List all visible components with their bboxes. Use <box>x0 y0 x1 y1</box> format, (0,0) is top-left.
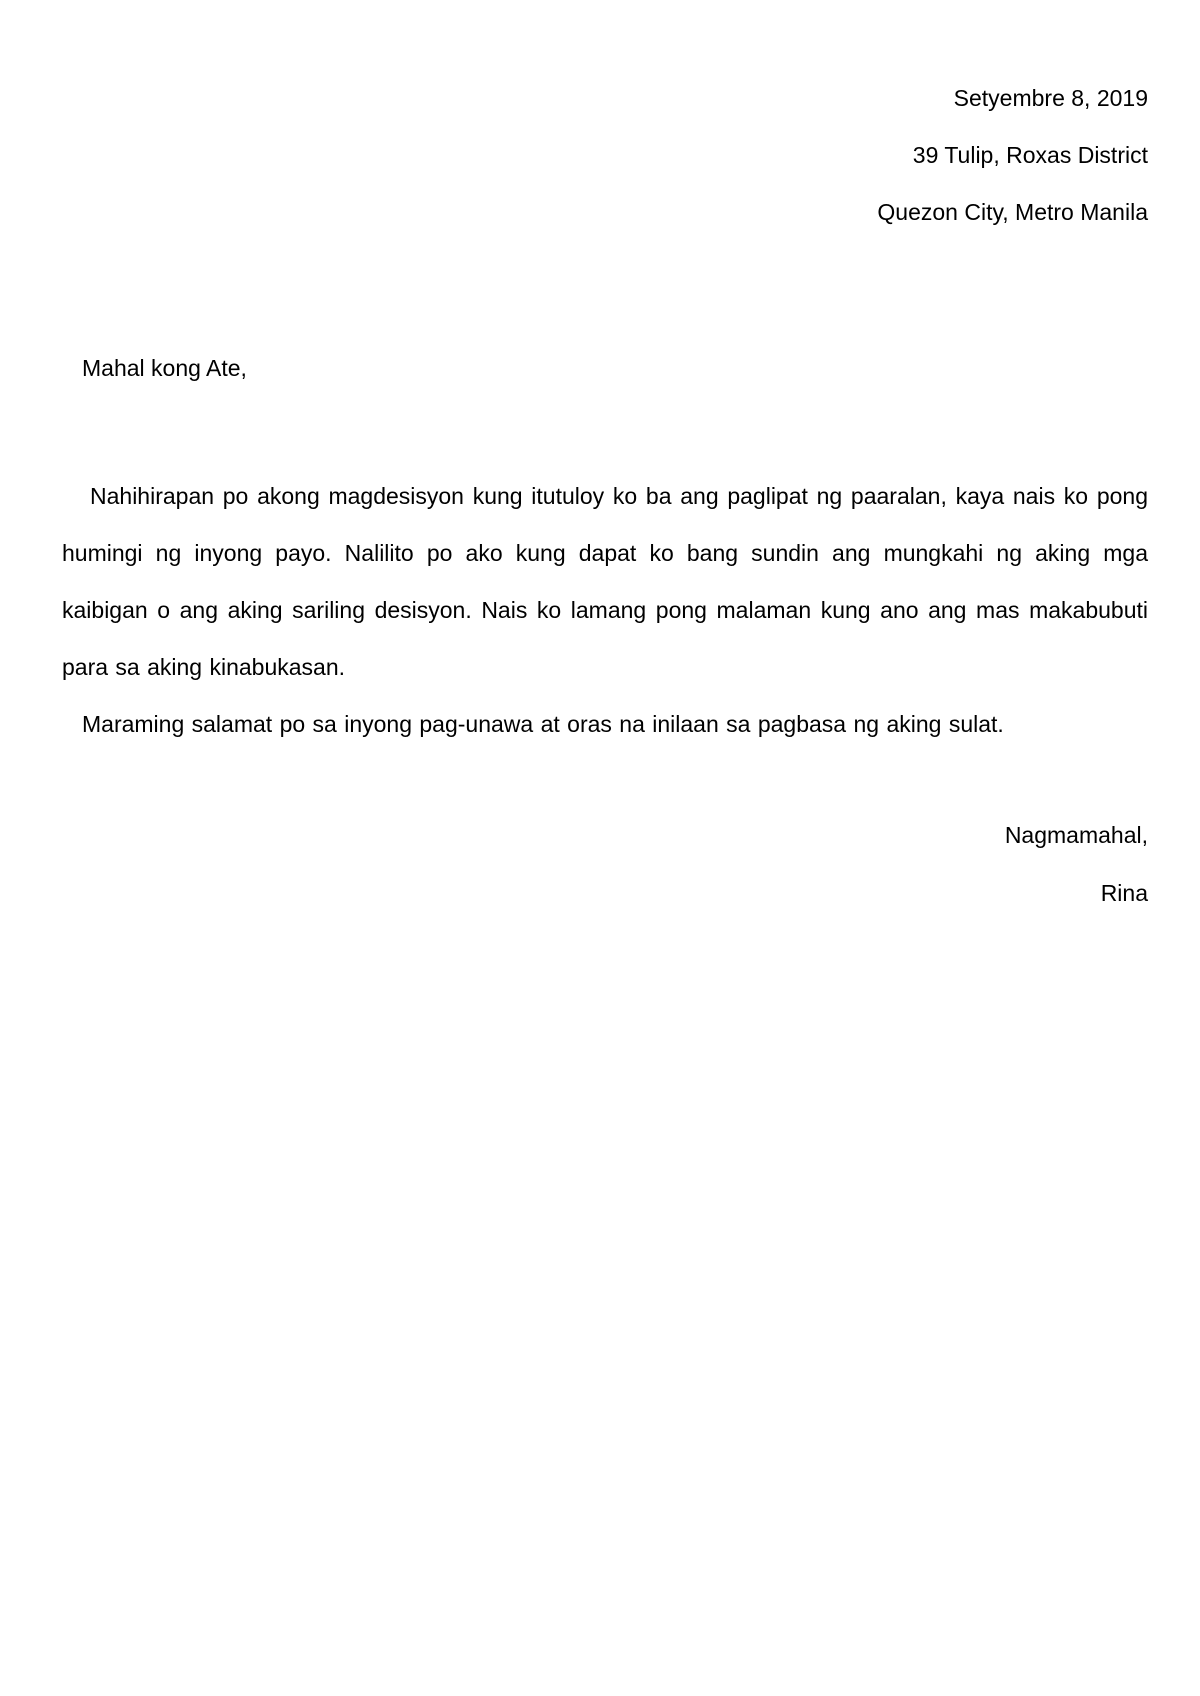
sender-address-line-1: 39 Tulip, Roxas District <box>912 142 1148 168</box>
signature-name: Rina <box>1100 880 1148 906</box>
complimentary-close: Nagmamahal, <box>1004 822 1148 848</box>
body-paragraph-1: Nahihirapan po akong magdesisyon kung itutuloy ko ba ang paglipat ng paaralan, kaya nais ko pong humingi ng inyong payo. Nalilito po ako kung dapat ko bang sundin ang mungkahi ng aking mga kaibigan o ang aking sariling desisyon. Nais ko lamang pong malaman kung ano ang mas makabubuti para sa aking kinabukasan. <box>62 483 1148 680</box>
body-paragraph-2: Maraming salamat po sa inyong pag-unawa at oras na inilaan sa pagbasa ng aking sulat. <box>82 711 1004 737</box>
letter-heading <box>877 70 1148 241</box>
sender-address-line-2: Quezon City, Metro Manila <box>877 199 1148 225</box>
letter-closing <box>1005 806 1148 922</box>
letter-date: Setyembre 8, 2019 <box>953 85 1148 111</box>
salutation: Mahal kong Ate, <box>82 355 247 381</box>
letter-body <box>62 468 1148 753</box>
